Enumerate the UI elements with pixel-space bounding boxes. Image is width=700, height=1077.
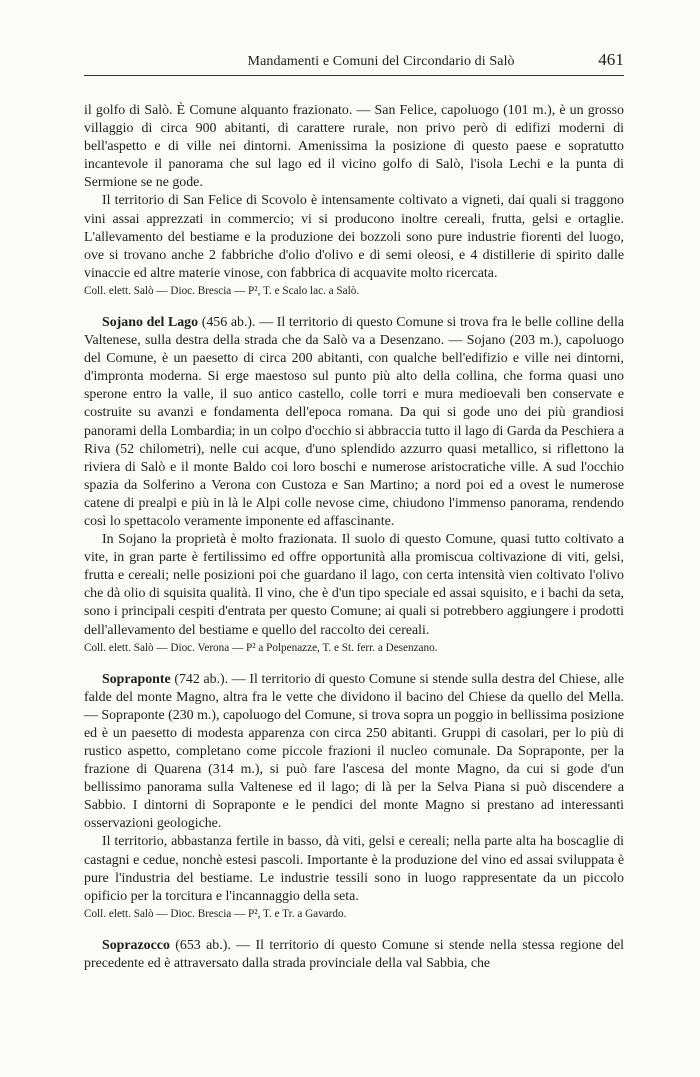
entry-text: (742 ab.). — Il territorio di questo Comune si stende sulla destra del Chiese, alle falde del monte Magno, altra fra le vette che dividono il bacino del Chiese da quello del Mella. — Sopraponte (230 m.), capoluogo del Comune, si trova sopra un poggio in bellissima posizione ed è un paesetto di modesta apparenza con circa 250 abitanti. Gruppi di casolari, per lo più di rustico aspetto, completano come piccole frazioni il nucleo comunale. Da Sopraponte, per la frazione di Quarena (314 m.), si può fare l'ascesa del monte Magno, da cui si gode d'un bellissimo panorama sulla Valtenese ed il lago; di là per la Selva Piana si può discendere a Sabbio. I dintorni di Sopraponte e le pendici del monte Magno si prestano ad interessanti osservazioni geologiche. [84,671,624,832]
spacer [84,657,624,671]
spacer [84,300,624,314]
entry-sopraponte [84,671,624,834]
paragraph: In Sojano la proprietà è molto frazionata. Il suolo di questo Comune, quasi tutto coltivato a vite, in gran parte è fertilissimo ed offre opportunità alla promiscua coltivazione di viti, gelsi, frutta e cereali; nelle posizioni poi che guardano il lago, con certa intensità vien coltivato l'olivo che dà olio di squisita qualità. Il vino, che è d'un tipo speciale ed assai squisito, e i bachi da seta, sono i principali cespiti d'entrata per questo Comune; ai quali si potrebbero aggiungere i prodotti dell'allevamento del bestiame e quello del raccolto dei cereali. [84,532,624,638]
entry-text: (456 ab.). — Il territorio di questo Comune si trova fra le belle colline della Valtenese, sulla destra della strada che da Salò va a Desenzano. — Sojano (203 m.), capoluogo del Comune, è un paesetto di circa 200 abitanti, con qualche bell'edifizio e ville nei dintorni, d'impronta moderna. Si erge maestoso sul punto più alto della collina, che forma quasi uno sperone entro la valle, il suo antico castello, colle torri e mura medioevali ben conservate e costruite su avanzi e fondamenta dell'epoca romana. Da qui si gode uno dei più grandiosi panorami della Lombardia; in un colpo d'occhio si abbraccia tutto il lago di Garda da Peschiera a Riva (52 chilometri), nelle cui acque, d'uno splendido azzurro quasi metallico, si riflettono la riviera di Salò e il monte Baldo coi loro boschi e numerose aristocratiche ville. A sud l'occhio spazia da Solferino a Verona con Custoza e San Martino; a nord poi ed a ovest le numerose catene di prealpi e più in là le Alpi colle nevose cime, chiudono l'immenso panorama, rendendo così lo spettacolo veramente imponente ed affascinante. [84,314,624,529]
text-body [84,102,624,973]
diocese-note: Coll. elett. Salò — Dioc. Brescia — P², T. e Tr. a Gavardo. [84,907,347,920]
entry-heading: Soprazocco [102,937,170,953]
entry-sojano [84,314,624,531]
header-rule [84,75,624,76]
page-number: 461 [598,50,624,69]
entry-text: (653 ab.). — Il territorio di questo Comune si stende nella stessa regione del precedente ed è attraversato dalla strada provinciale della val Sabbia, che [84,937,624,971]
running-title: Mandamenti e Comuni del Circondario di Salò [247,54,515,69]
paragraph: Il territorio, abbastanza fertile in basso, dà viti, gelsi e cereali; nella parte alta ha boscaglie di castagni e cedue, nonchè estesi pascoli. Importante è la produzione del vino ed assai sviluppata è pure l'industria del bestiame. Le industrie tessili sono in luogo rappresentate da un piccolo opificio per la torcitura e l'incannaggio della seta. [84,834,624,904]
entry-heading: Sopraponte [102,671,171,687]
diocese-note: Coll. elett. Salò — Dioc. Verona — P² a Polpenazze, T. e St. ferr. a Desenzano. [84,641,438,654]
paragraph: Il territorio di San Felice di Scovolo è intensamente coltivato a vigneti, dai quali si traggono vini assai apprezzati in commercio; vi si producono inoltre cereali, frutta, gelsi e ortaglie. L'allevamento del bestiame e la produzione dei bozzoli sono pure industrie fiorenti del luogo, ove si trovano anche 2 fabbriche d'olio d'olivo e di semi oleosi, e 4 distillerie di spirito dalle vinaccie ed altre materie vinose, con fabbrica di acquavite molto ricercata. [84,193,624,281]
spacer [84,923,624,937]
paragraph: il golfo di Salò. È Comune alquanto frazionato. — San Felice, capoluogo (101 m.), è un grosso villaggio di circa 900 abitanti, di carattere rurale, non privo però di edifizi moderni di bell'aspetto e di ville nei dintorni. Amenissima la posizione di questo paese e sopratutto incantevole il panorama che sul lago ed il vicino golfo di Salò, l'isola Lechi e la punta di Sermione se ne gode. [84,103,624,191]
entry-heading: Sojano del Lago [102,314,199,330]
entry-soprazocco [84,937,624,973]
running-header [84,50,624,72]
diocese-note: Coll. elett. Salò — Dioc. Brescia — P², T. e Scalo lac. a Salò. [84,284,360,297]
